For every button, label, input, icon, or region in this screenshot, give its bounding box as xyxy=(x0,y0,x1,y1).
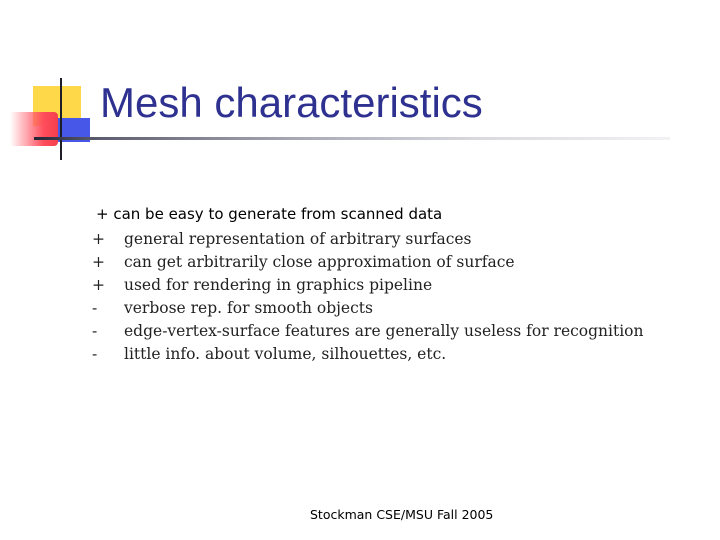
list-item-text: edge-vertex-surface features are generally useless for recognition xyxy=(124,322,644,340)
logo-vertical-line xyxy=(60,78,62,160)
list-item-text: little info. about volume, silhouettes, etc. xyxy=(124,345,447,363)
title-underline xyxy=(34,137,670,140)
list-item-text: verbose rep. for smooth objects xyxy=(124,299,373,317)
list-item xyxy=(92,251,644,274)
plus-symbol: + xyxy=(92,253,105,271)
minus-symbol: - xyxy=(92,322,98,340)
slide-footer: Stockman CSE/MSU Fall 2005 xyxy=(310,507,494,522)
list-item xyxy=(92,274,644,297)
slide-title: Mesh characteristics xyxy=(100,79,483,126)
minus-symbol: - xyxy=(92,299,98,317)
bullet-item-scanned-data: + can be easy to generate from scanned data xyxy=(96,205,443,223)
logo-red-square xyxy=(10,112,58,146)
list-item xyxy=(92,320,644,343)
list-item-text: can get arbitrarily close approximation of surface xyxy=(124,253,515,271)
plus-symbol: + xyxy=(92,230,105,248)
characteristics-list xyxy=(92,228,644,366)
list-item xyxy=(92,228,644,251)
list-item-text: general representation of arbitrary surfaces xyxy=(124,230,472,248)
plus-symbol: + xyxy=(92,276,105,294)
list-item xyxy=(92,343,644,366)
minus-symbol: - xyxy=(92,345,98,363)
list-item-text: used for rendering in graphics pipeline xyxy=(124,276,433,294)
slide-logo-decoration xyxy=(0,0,100,170)
list-item xyxy=(92,297,644,320)
